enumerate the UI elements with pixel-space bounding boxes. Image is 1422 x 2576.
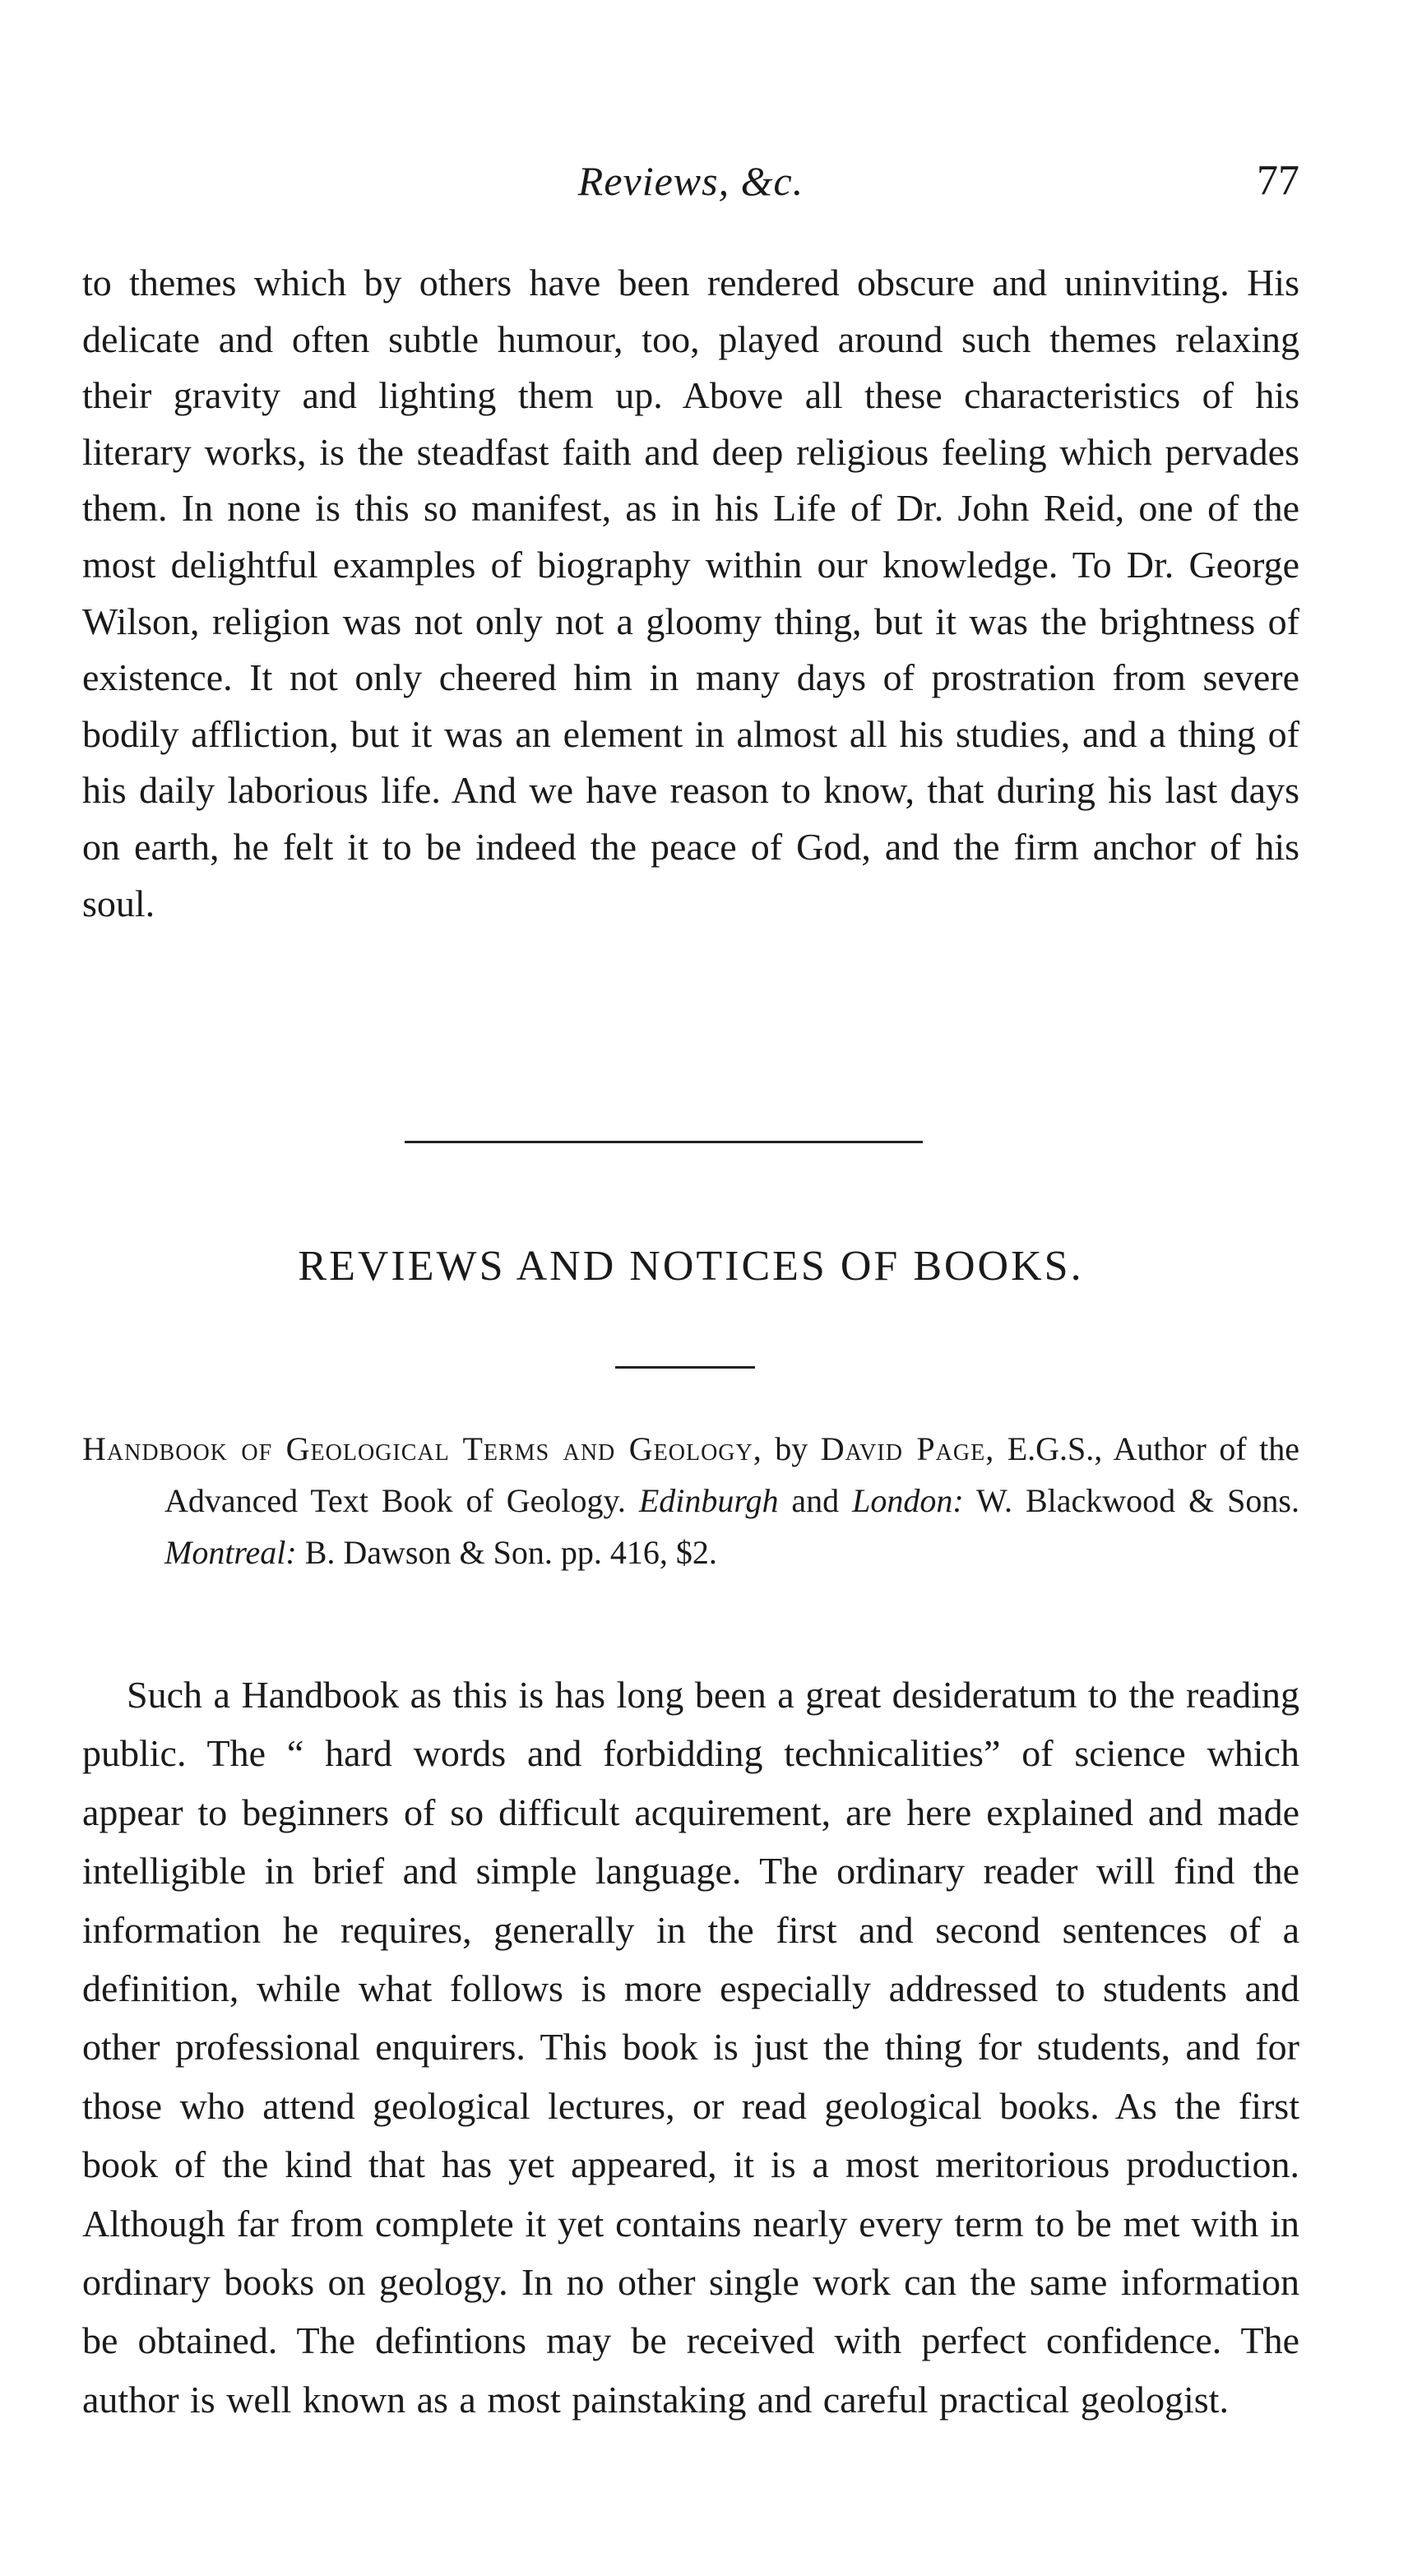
book-by: by [762,1430,821,1467]
book-title: Handbook of Geological Terms and Geology, [82,1430,762,1467]
running-title: Reviews, &c. [577,158,804,204]
publication-place-montreal: Montreal: [164,1534,297,1571]
review-paragraph: Such a Handbook as this is has long been a great desideratum to the reading public. The “ hard words and forbidding technicalities” of science which appear to beginners of so difficult acquirement, are here explained and made intelligible in brief and simple language. The ordinary reader will find the information he requires, generally in the first and second sentences of a definition, while what follows is more especially addressed to students and other professional enquirers. This book is just the thing for students, and for those who attend geological lectures, or read geological books. As the first book of the kind that has yet appeared, it is a most meritorious production. Although far from complete it yet contains nearly every term to be met with in ordinary books on geology. In no other single work can the same information be obtained. The defintions may be received with perfect confidence. The author is well known as a most painstaking and careful practical geologist. [82,1674,1299,2421]
publisher-dawson: B. Dawson & Son. pp. 416, $2. [296,1534,717,1571]
running-head [82,148,1299,214]
continued-paragraph: to themes which by others have been rendered obscure and uninviting. His delicate and often subtle humour, too, played around such themes relaxing their gravity and lighting them up. Above all these characteristics of his literary works, is the steadfast faith and deep religious feeling which pervades them. In none is this so manifest, as in his Life of Dr. John Reid, one of the most delightful examples of biography within our knowledge. To Dr. George Wilson, religion was not only not a gloomy thing, but it was the brightness of existence. It not only cheered him in many days of prostration from severe bodily affliction, but it was an element in almost all his studies, and a thing of his daily laborious life. And we have reason to know, that during his last days on earth, he felt it to be indeed the peace of God, and the firm anchor of his soul. [82,262,1299,924]
page-number: 77 [1257,157,1299,204]
publication-and: and [778,1482,853,1519]
publication-place-london: London: [852,1482,964,1519]
book-author: David Page, [820,1430,995,1467]
heading-underline-rule [615,1366,755,1369]
book-citation [82,1423,1299,1578]
publisher-blackwood: W. Blackwood & Sons. [963,1482,1299,1519]
book-credentials: E.G.S., Author of the Advanced Text Book of Geology. [164,1430,1299,1519]
section-heading: REVIEWS AND NOTICES OF BOOKS. [298,1243,1084,1290]
section-divider-rule [405,1141,923,1143]
publication-place-edinburgh: Edinburgh [638,1482,779,1519]
